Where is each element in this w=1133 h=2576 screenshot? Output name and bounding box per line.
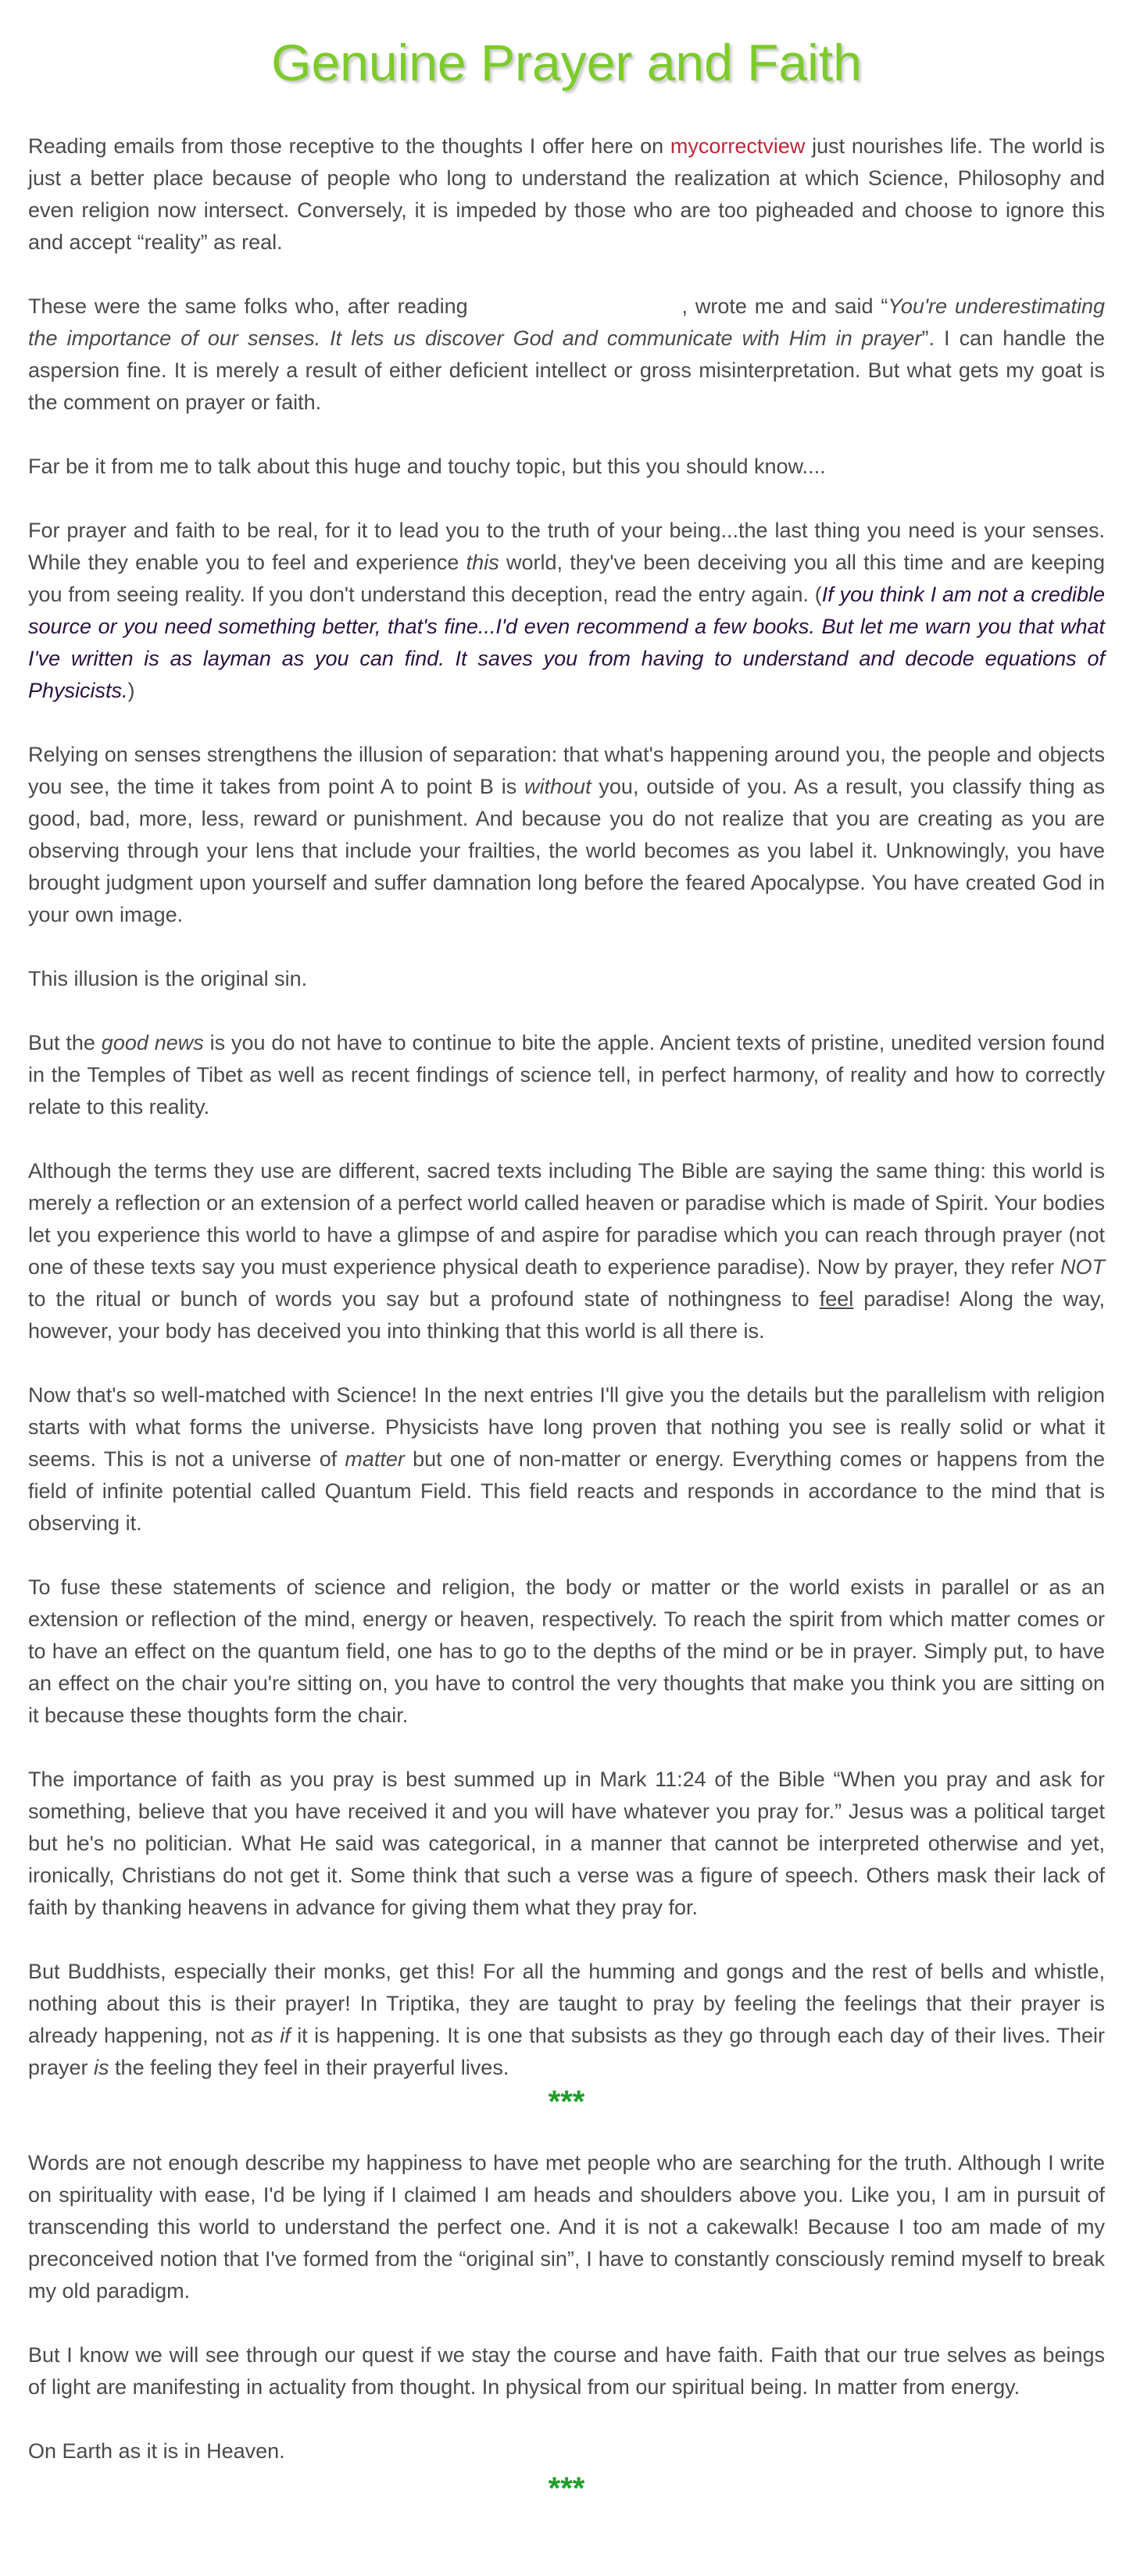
page-title: Genuine Prayer and Faith [271,34,862,91]
paragraph-5: Relying on senses strengthens the illusion of separation: that what's happening around you, the people and objects you see, the time it takes from point A to point B is without you, outside of you. As a result, you classify thing as good, bad, more, less, reward or punishment. And because you do not realize that you are creating as you are observing through your lens that include your frailties, the world becomes as you label it. Unknowingly, you have brought judgment upon yourself and suffer damnation long before the feared Apocalypse. You have created God in your own image. [28,742,1105,926]
feel-underlined: feel [819,1286,854,1311]
section-divider: *** [548,2084,585,2119]
paragraph-8: Although the terms they use are different, sacred texts including The Bible are saying the same thing: this world is merely a reflection or an extension of a perfect world called heaven or paradise which is made of Spirit. Your bodies let you experience this world to have a glimpse of and aspire for paradise which you can reach through prayer (not one of these texts say you must experience physical death to experience paradise). Now by prayer, they refer NOT to the ritual or bunch of words you say but a profound state of nothingness to feel paradise! Along the way, however, your body has deceived you into thinking that this world is all there is. [28,1158,1105,1343]
paragraph-7: But the good news is you do not have to continue to bite the apple. Ancient texts of pristine, unedited version found in the Temples of Tibet as well as recent findings of science tell, in perfect harmony, of reality and how to correctly relate to this reality. [28,1030,1105,1119]
paragraph-15: On Earth as it is in Heaven. [28,2439,285,2463]
end-divider: *** [548,2471,585,2506]
paragraph-9: Now that's so well-matched with Science! In the next entries I'll give you the details but the parallelism with religion starts with what forms the universe. Physicists have long proven that nothing you see is really solid or what it seems. This is not a universe of matter but one of non-matter or energy. Everything comes or happens from the field of infinite potential called Quantum Field. This field reacts and responds in accordance to the mind that is observing it. [28,1383,1105,1535]
paragraph-2: These were the same folks who, after reading , wrote me and said “You're underestimating the importance of our senses. It lets us discover God and communicate with Him in prayer”. I can handle the aspersion fine. It is merely a result of either deficient intellect or gross misinterpretation. But what gets my goat is the comment on prayer or faith. [28,294,1105,414]
paragraph-6: This illusion is the original sin. [28,966,308,990]
article [28,0,1105,2504]
author-aside: If you think I am not a credible source or you need something better, that's fine...I'd even recommend a few books. But let me warn you that what I've written is as layman as you can find. It saves you from having to understand and decode equations of Physicists. [28,582,1105,702]
paragraph-13: Words are not enough describe my happiness to have met people who are searching for the truth. Although I write on spirituality with ease, I'd be lying if I claimed I am heads and shoulders above you. Like you, I am in pursuit of transcending this world to understand the perfect one. And it is not a cakewalk! Because I too am made of my preconceived notion that I've formed from the “original sin”, I have to constantly consciously remind myself to break my old paradigm. [28,2150,1105,2303]
paragraph-11: The importance of faith as you pray is best summed up in Mark 11:24 of the Bible “When you pray and ask for something, believe that you have received it and you will have whatever you pray for.” Jesus was a political target but he's no politician. What He said was categorical, in a manner that cannot be interpreted otherwise and yet, ironically, Christians do not get it. Some think that such a verse was a figure of speech. Others mask their lack of faith by thanking heavens in advance for giving them what they pray for. [28,1767,1105,1919]
reader-quote: You're underestimating the importance of our senses. It lets us discover God and communicate with Him in prayer [28,294,1105,350]
paragraph-3: Far be it from me to talk about this huge and touchy topic, but this you should know.... [28,454,826,478]
paragraph-1: Reading emails from those receptive to the thoughts I offer here on mycorrectview just nourishes life. The world is just a better place because of people who long to understand the realization at which Science, Philosophy and even religion now intersect. Conversely, it is impeded by those who are too pigheaded and choose to ignore this and accept “reality” as real. [28,134,1106,254]
paragraph-10: To fuse these statements of science and religion, the body or matter or the world exists in parallel or as an extension or reflection of the mind, energy or heaven, respectively. To reach the spirit from which matter comes or to have an effect on the quantum field, one has to go to the depths of the mind or be in prayer. Simply put, to have an effect on the chair you're sitting on, you have to control the very thoughts that make you think you are sitting on it because these thoughts form the chair. [28,1575,1105,1727]
paragraph-4: For prayer and faith to be real, for it to lead you to the truth of your being...the last thing you need is your senses. While they enable you to feel and experience this world, they've been deceiving you all this time and are keeping you from seeing reality. If you don't understand this deception, read the entry again. (If you think I am not a credible source or you need something better, that's fine...I'd even recommend a few books. But let me warn you that what I've written is as layman as you can find. It saves you from having to understand and decode equations of Physicists.) [28,518,1105,702]
paragraph-12: But Buddhists, especially their monks, get this! For all the humming and gongs and the rest of bells and whistle, nothing about this is their prayer! In Triptika, they are taught to pray by feeling the feelings that their prayer is already happening, not as if it is happening. It is one that subsists as they go through each day of their lives. Their prayer is the feeling they feel in their prayerful lives. [28,1959,1105,2079]
mycorrectview-link[interactable]: mycorrectview [670,134,806,158]
paragraph-14: But I know we will see through our quest if we stay the course and have faith. Faith that our true selves as beings of light are manifesting in actuality from thought. In physical from our spiritual being. In matter from energy. [28,2342,1105,2399]
